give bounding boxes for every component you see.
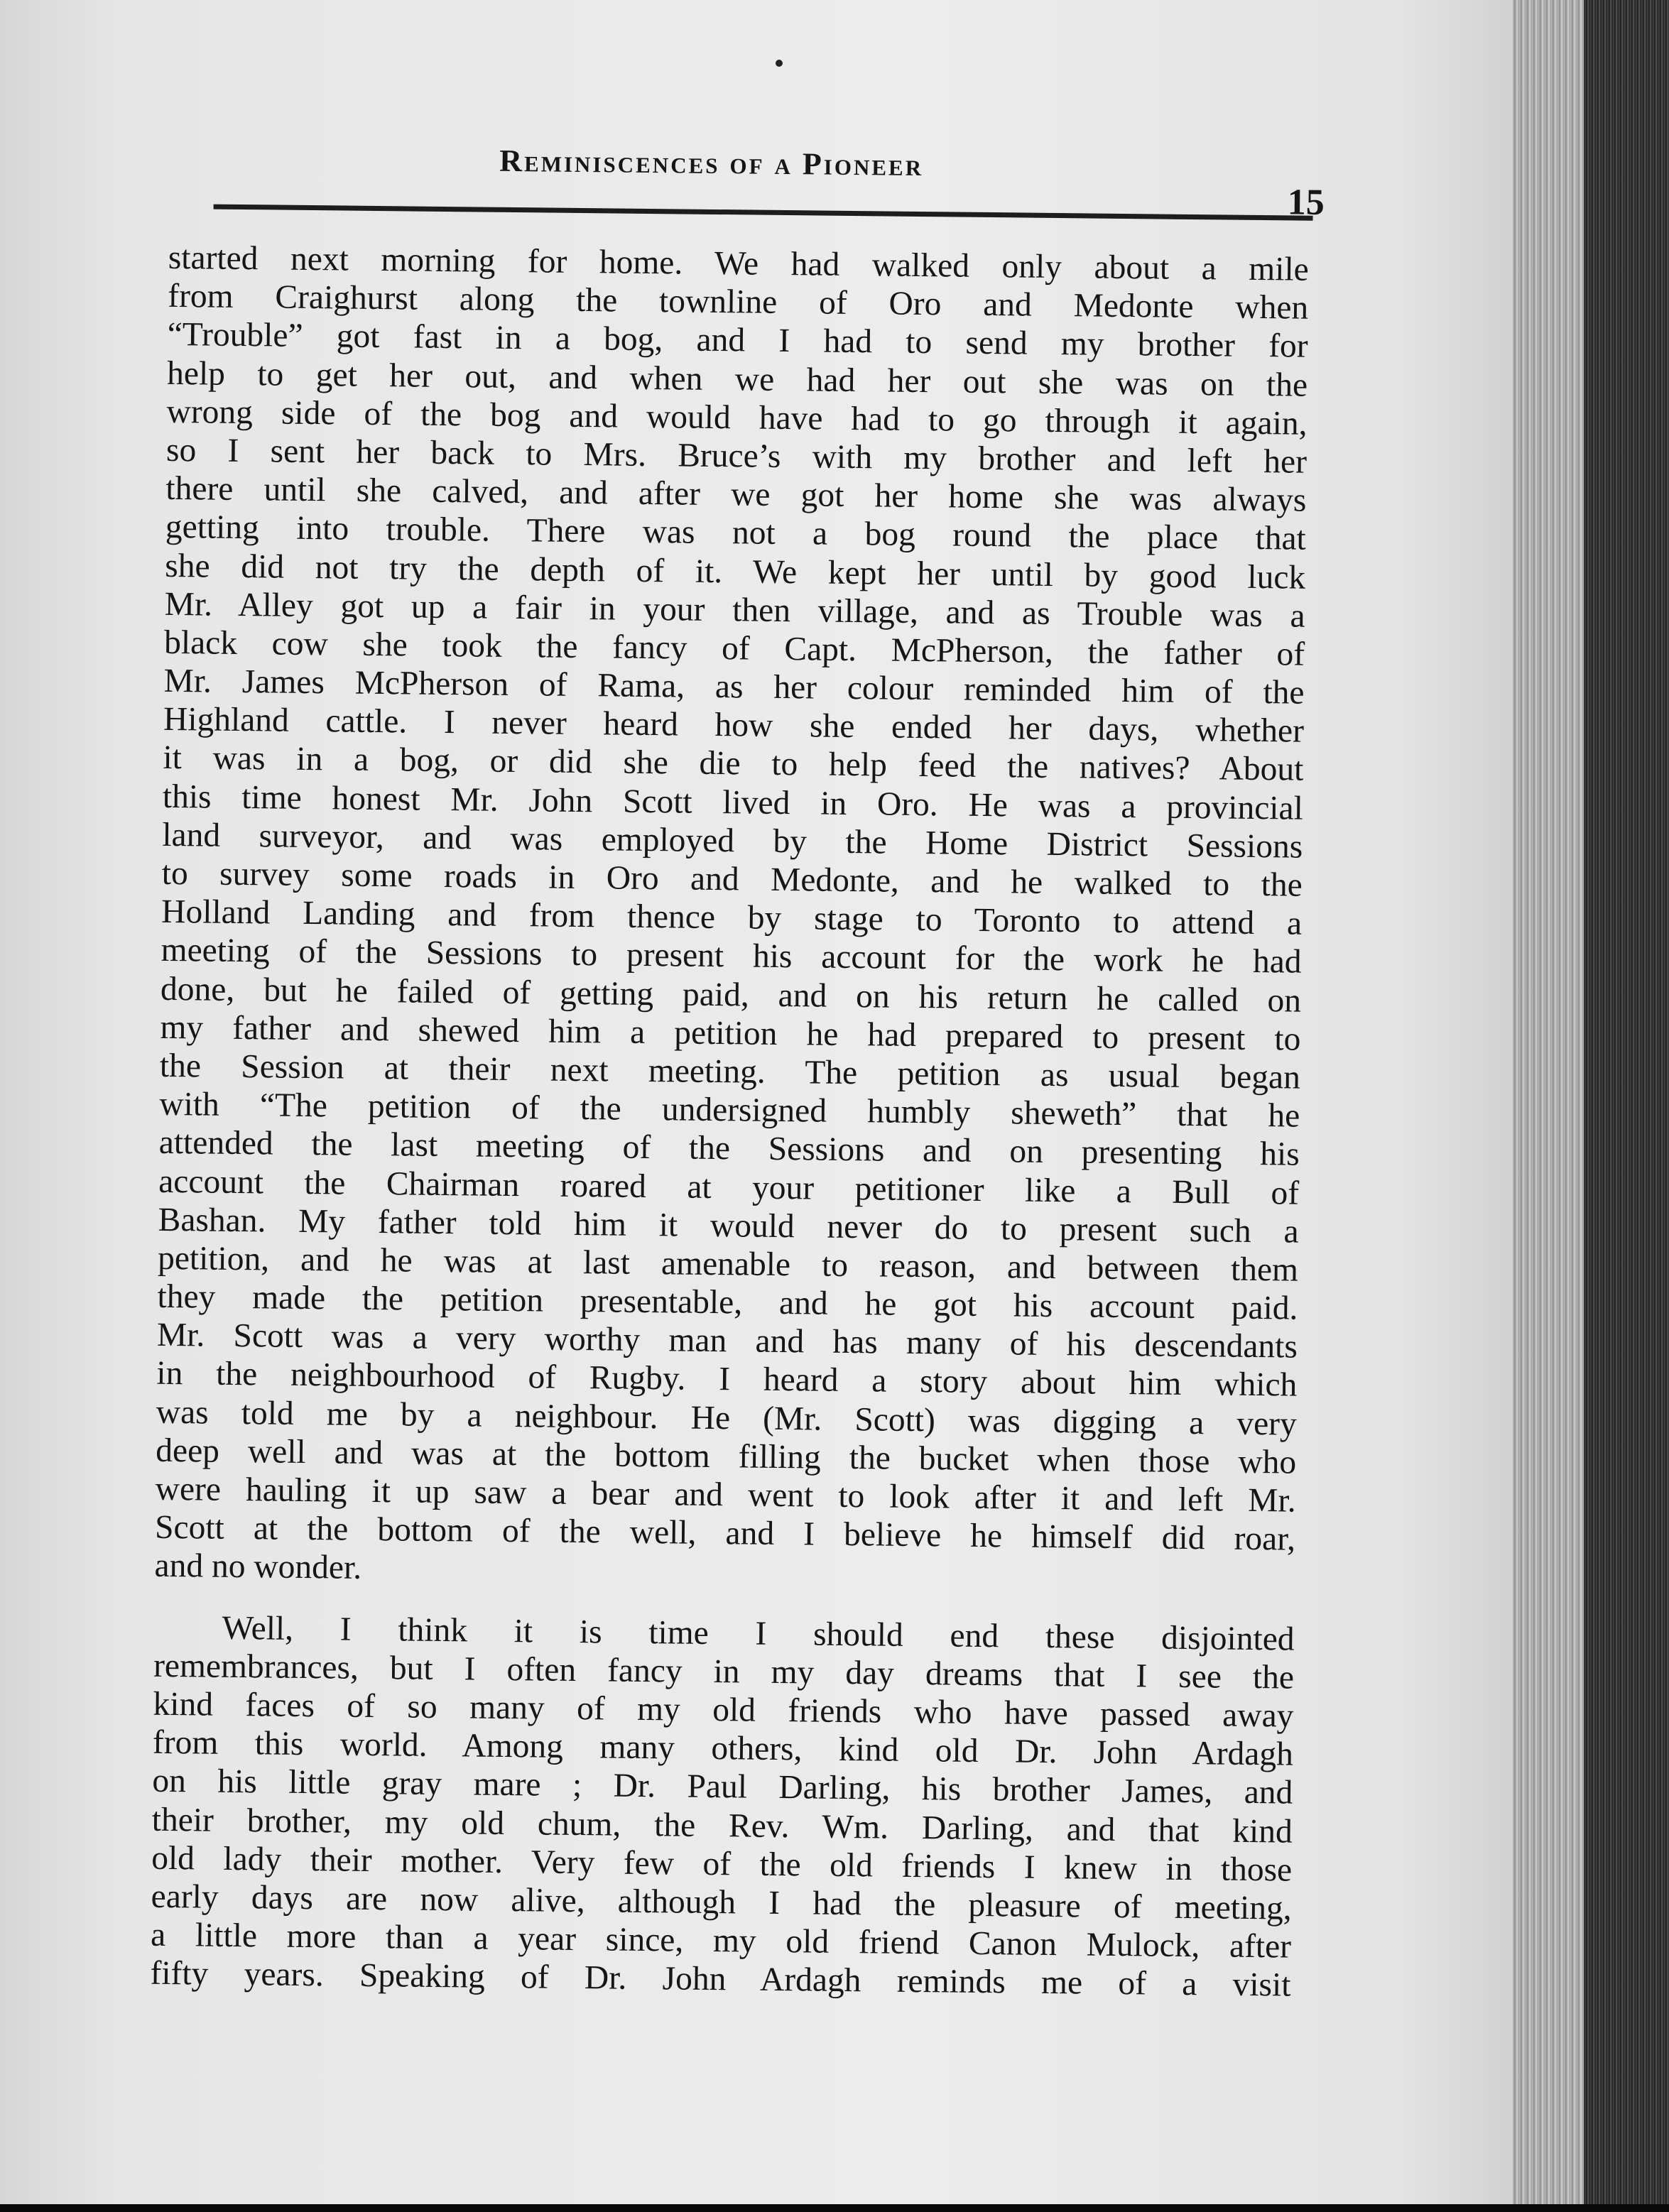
text-line: kind faces of so many of my old friends who have passed away (153, 1685, 1294, 1735)
page-edges (1584, 0, 1669, 2204)
text-line: was told me by a neighbour. He (Mr. Scott) was digging a very (156, 1393, 1298, 1443)
text-line: my father and shewed him a petition he had prepared to present to (160, 1008, 1301, 1058)
text-line: done, but he failed of getting paid, and on his return he called on (160, 970, 1302, 1020)
text-line: getting into trouble. There was not a bog round the place that (165, 508, 1307, 558)
text-line: and no wonder. (154, 1547, 362, 1587)
text-line: attended the last meeting of the Sessions and on presenting his (158, 1124, 1300, 1173)
text-line: she did not try the depth of it. We kept her until by good luck (165, 547, 1306, 596)
text-line: the Session at their next meeting. The petition as usual began (159, 1047, 1301, 1096)
text-line: there until she calved, and after we got her home she was always (165, 470, 1307, 519)
text-line: from Craighurst along the townline of Oro and Medonte when (168, 278, 1309, 327)
paragraph-2 (150, 1608, 1295, 2005)
text-line: with “The petition of the undersigned humbly sheweth” that he (159, 1085, 1300, 1135)
text-line: Well, I think it is time I should end these disjointed (222, 1609, 1295, 1658)
text-line: fifty years. Speaking of Dr. John Ardagh reminds me of a visit (150, 1955, 1291, 2004)
text-line: account the Chairman roared at your petitioner like a Bull of (158, 1162, 1300, 1212)
text-line: they made the petition presentable, and he got his account paid. (157, 1277, 1298, 1327)
text-line: to survey some roads in Oro and Medonte, and he walked to the (161, 854, 1303, 904)
paragraph-1 (154, 239, 1309, 1597)
text-line: “Trouble” got fast in a bog, and I had to send my brother for (167, 316, 1308, 366)
text-line: Scott at the bottom of the well, and I believe he himself did roar, (154, 1508, 1296, 1558)
text-line: Mr. Alley got up a fair in your then village, and as Trouble was a (164, 585, 1305, 635)
text-line: on his little gray mare ; Dr. Paul Darling, his brother James, and (152, 1762, 1293, 1811)
text-line: their brother, my old chum, the Rev. Wm. Darling, and that kind (151, 1801, 1293, 1851)
text-line: Holland Landing and from thence by stage to Toronto to attend a (161, 893, 1303, 942)
text-line: this time honest Mr. John Scott lived in Oro. He was a provincial (162, 778, 1304, 827)
text-line: petition, and he was at last amenable to reason, and between them (157, 1239, 1299, 1289)
text-line: land surveyor, and was employed by the Home District Sessions (162, 816, 1303, 866)
text-line: Highland cattle. I never heard how she ended her days, whether (163, 701, 1305, 750)
running-head: Reminiscences of a Pioneer (499, 143, 924, 183)
body-text (150, 239, 1309, 2005)
text-line: were hauling it up saw a bear and went to look after it and left Mr. (155, 1470, 1296, 1520)
page-number: 15 (1287, 182, 1325, 223)
text-line: meeting of the Sessions to present his account for the work he had (161, 932, 1302, 981)
text-line: in the neighbourhood of Rugby. I heard a story about him which (156, 1355, 1298, 1405)
header-rule (214, 205, 1313, 221)
text-line: Bashan. My father told him it would never do to present such a (158, 1201, 1299, 1251)
text-line: early days are now alive, although I had the pleasure of meeting, (151, 1878, 1292, 1927)
text-line: a little more than a year since, my old friend Canon Mulock, after (150, 1916, 1292, 1966)
text-line: black cow she took the fancy of Capt. McPherson, the father of (163, 623, 1305, 673)
text-line: wrong side of the bog and would have had to go through it again, (166, 393, 1308, 442)
text-line: it was in a bog, or did she die to help feed the natives? About (163, 739, 1304, 789)
text-line: Mr. Scott was a very worthy man and has many of his descendants (156, 1317, 1298, 1366)
text-line: so I sent her back to Mrs. Bruce’s with my brother and left her (165, 431, 1308, 481)
text-line: from this world. Among many others, kind old Dr. John Ardagh (152, 1723, 1294, 1773)
text-line: deep well and was at the bottom filling the bucket when those who (155, 1432, 1297, 1481)
text-line: help to get her out, and when we had her out she was on the (166, 354, 1308, 404)
text-line: Mr. James McPherson of Rama, as her colour reminded him of the (163, 662, 1305, 712)
text-line: started next morning for home. We had walked only about a mile (168, 239, 1310, 288)
text-line: remembrances, but I often fancy in my day dreams that I see the (153, 1647, 1295, 1696)
text-line: old lady their mother. Very few of the old friends I knew in those (151, 1839, 1293, 1889)
